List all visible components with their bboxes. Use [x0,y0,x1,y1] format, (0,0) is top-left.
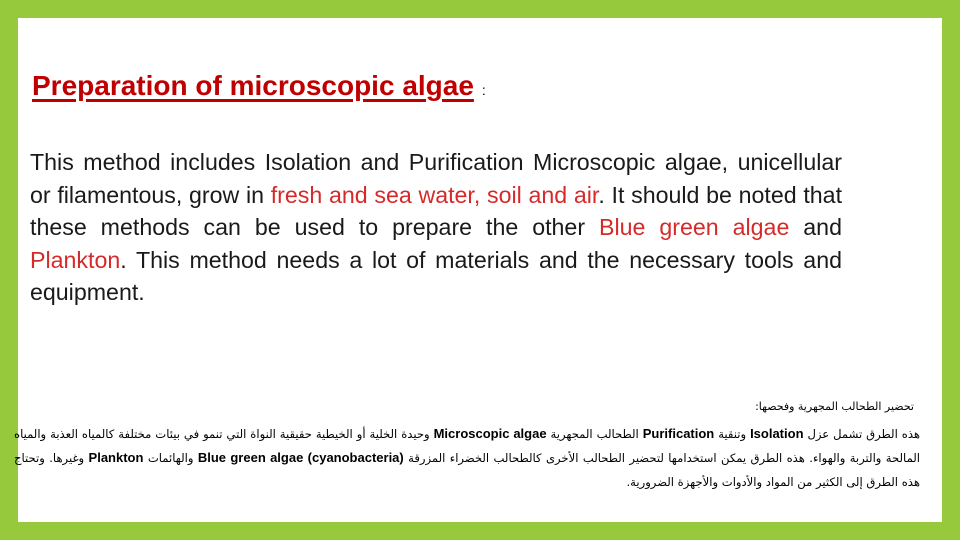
arabic-heading: تحضير الطحالب المجهرية وفحصها: [755,400,914,413]
latin-term-purification: Purification [642,426,715,441]
arabic-text-4: وحيدة الخلية أو الخيطية حقيقية النواة التي تنمو في بيئات مختلفة كالمياه العذبة والمياه المالحة والتربة والهواء. هذه الطرق يمكن استخدامها لتحضير الطحالب الأخرى كالطحالب الخضراء المزرقة [14,427,921,465]
arabic-text-5: والهائمات [147,451,194,465]
arabic-text-1: هذه الطرق تشمل عزل [807,427,921,441]
english-text-1: This method includes Isolation and Purification Microscopic algae, unicellular or filamentous, grow in [30,149,842,208]
highlight-habitats: fresh and sea water, soil and air [270,181,599,208]
title-text: Preparation of microscopic algae [32,70,474,101]
arabic-text-6: وغيرها. وتحتاج هذه الطرق إلى الكثير من المواد والأدوات والأجهزة الضرورية. [14,451,920,489]
english-text-4: . This method needs a lot of materials and the necessary tools and equipment. [30,246,842,305]
latin-term-blue-green-algae: Blue green algae (cyanobacteria) [197,450,404,465]
highlight-blue-green-algae: Blue green algae [599,214,790,240]
arabic-text-2: وتنقية [718,427,747,441]
slide-title [32,70,486,102]
english-text-3: and [789,214,842,240]
highlight-plankton: Plankton [30,246,121,273]
title-colon: : [481,82,486,98]
latin-term-isolation: Isolation [750,426,804,441]
english-paragraph [30,146,842,309]
arabic-text-3: الطحالب المجهرية [550,427,639,441]
latin-term-microscopic-algae: Microscopic algae [433,426,547,441]
english-text-2: . It should be noted that these methods can be used to prepare the other [30,181,843,240]
latin-term-plankton: Plankton [88,450,144,465]
arabic-paragraph [14,422,920,494]
